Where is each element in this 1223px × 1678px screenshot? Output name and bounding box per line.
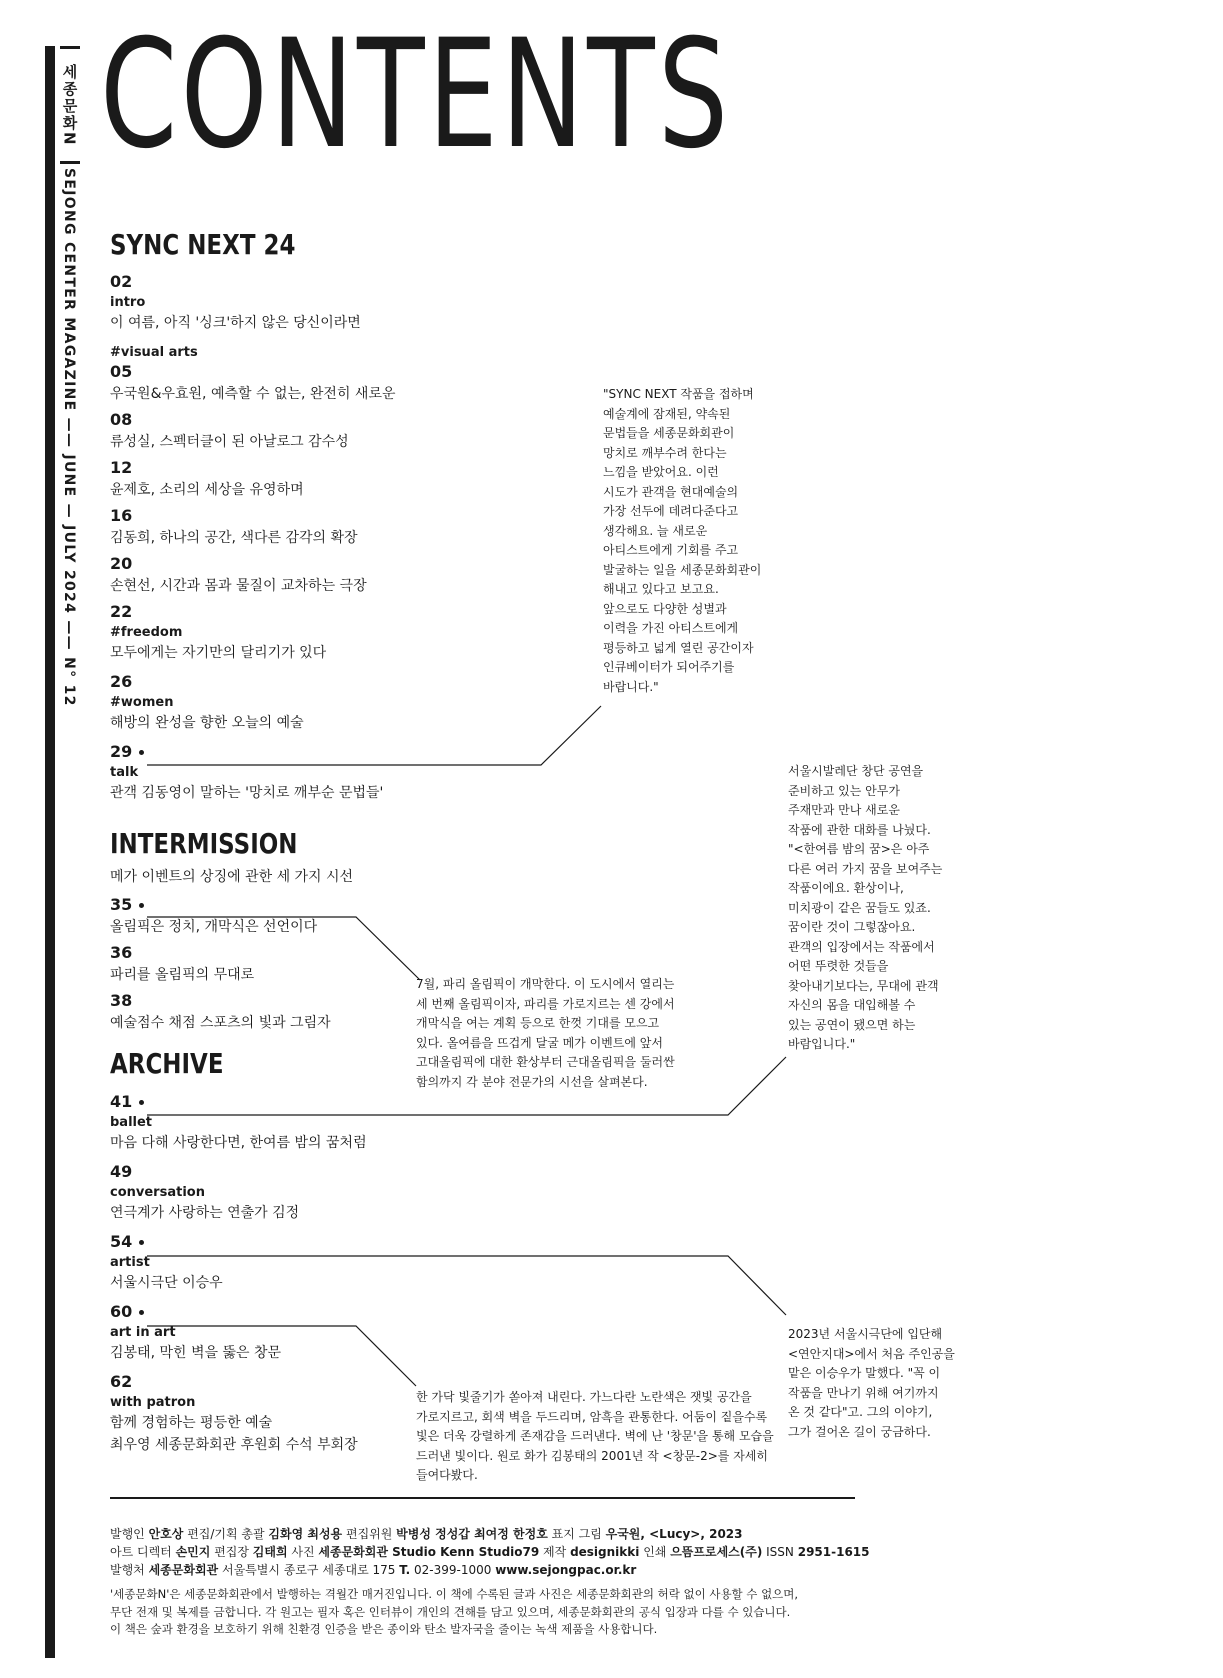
category: conversation — [110, 1185, 205, 1200]
page-number: 02 — [110, 272, 133, 291]
description: 이 여름, 아직 '싱크'하지 않은 당신이라면 — [110, 315, 361, 331]
category: intro — [110, 295, 146, 310]
page-number: 05 — [110, 362, 133, 381]
description: 김동희, 하나의 공간, 색다른 감각의 확장 — [110, 530, 358, 546]
side-vertical-text: SEJONG CENTER MAGAZINE —— JUNE — JULY 2024 —— N° 12 — [61, 168, 77, 707]
description: 김봉태, 막힌 벽을 뚫은 창문 — [110, 1345, 282, 1361]
category: #visual arts — [110, 345, 198, 360]
category: with patron — [110, 1395, 196, 1410]
footer-divider — [110, 1497, 855, 1499]
section-title-sync: SYNC NEXT 24 — [110, 228, 296, 261]
page-number: 62 — [110, 1372, 133, 1391]
description: 모두에게는 자기만의 달리기가 있다 — [110, 645, 327, 661]
page-number: 20 — [110, 554, 133, 573]
credits-line-2: 아트 디렉터 손민지 편집장 김태희 사진 세종문화회관 Studio Kenn Studio79 제작 designikki 인쇄 으뜸프로세스(주) ISSN 2951-1615 — [110, 1545, 870, 1559]
page-number: 36 — [110, 943, 133, 962]
description: 파리를 올림픽의 무대로 — [110, 967, 255, 983]
description: 류성실, 스펙터클이 된 아날로그 감수성 — [110, 434, 349, 450]
page-number: 54 — [110, 1232, 133, 1251]
section-title-intermission: INTERMISSION — [110, 827, 298, 860]
description: 마음 다해 사랑한다면, 한여름 밤의 꿈처럼 — [110, 1135, 367, 1151]
description: 연극계가 사랑하는 연출가 김정 — [110, 1205, 300, 1221]
description: 서울시극단 이승우 — [110, 1275, 223, 1291]
page-number: 29 — [110, 742, 133, 761]
pull-quote-olympics: 7월, 파리 올림픽이 개막한다. 이 도시에서 열리는 세 번째 올림픽이자, 파리를 가로지르는 센 강에서 개막식을 여는 계획 등으로 한껏 기대를 모으고 있다. 올여름을 뜨겁게 달굴 메가 이벤트에 앞서 고대올림픽에 대한 환상부터 근대올림픽을 둘러싼 함의까지 각 분야 전문가의 시선을 살펴본다. — [416, 977, 675, 1089]
credits — [110, 1525, 870, 1579]
page-number: 22 — [110, 602, 133, 621]
legal-note: '세종문화N'은 세종문화회관에서 발행하는 격월간 매거진입니다. 이 책에 수록된 글과 사진은 세종문화회관의 허락 없이 사용할 수 없으며, 무단 전재 및 복제를 금합니다. 각 원고는 필자 혹은 인터뷰이 개인의 견해를 담고 있으며, 세종문화회관의 공식 입장과 다를 수 있습니다. 이 책은 숲과 환경을 보호하기 위해 친환경 인증을 받은 종이와 탄소 발자국을 줄이는 녹색 제품을 사용합니다. — [110, 1587, 799, 1636]
category: art in art — [110, 1325, 176, 1340]
page-number: 38 — [110, 991, 133, 1010]
category: #freedom — [110, 625, 183, 640]
description: 올림픽은 정치, 개막식은 선언이다 — [110, 919, 318, 935]
credits-line-1: 발행인 안호상 편집/기획 총괄 김화영 최성용 편집위원 박병성 정성갑 최여정 한정호 표지 그림 우국원, <Lucy>, 2023 — [110, 1527, 743, 1541]
side-brand-text: 세종문화N — [60, 63, 79, 147]
description: 윤제호, 소리의 세상을 유영하며 — [110, 482, 304, 498]
category: talk — [110, 765, 139, 780]
section-title-archive: ARCHIVE — [110, 1047, 224, 1080]
description-secondary: 최우영 세종문화회관 후원회 수석 부회장 — [110, 1437, 358, 1453]
category: #women — [110, 695, 174, 710]
description: 해방의 완성을 향한 오늘의 예술 — [110, 715, 304, 731]
page-number: 12 — [110, 458, 133, 477]
pull-quote-art: 한 가닥 빛줄기가 쏟아져 내린다. 가느다란 노란색은 잿빛 공간을 가로지르고, 회색 벽을 두드리며, 암흑을 관통한다. 어둠이 짙을수록 빛은 더욱 강렬하게 존재감을 드러낸다. 벽에 난 '창문'을 통해 모습을 드러낸 빛이다. 원로 화가 김봉태의 2001년 작 <창문-2>를 자세히 들여다봤다. — [416, 1390, 774, 1482]
page-number: 60 — [110, 1302, 133, 1321]
page-title: CONTENTS — [100, 8, 732, 182]
page-number: 49 — [110, 1162, 133, 1181]
description: 함께 경험하는 평등한 예술 — [110, 1415, 273, 1431]
page-number: 16 — [110, 506, 133, 525]
section-subtitle: 메가 이벤트의 상징에 관한 세 가지 시선 — [110, 869, 354, 885]
description: 우국원&우효원, 예측할 수 없는, 완전히 새로운 — [110, 386, 396, 402]
pull-quote-talk: "SYNC NEXT 작품을 접하며 예술계에 잠재된, 약속된 문법들을 세종문화회관이 망치로 깨부수려 한다는 느낌을 받았어요. 이런 시도가 관객을 현대예술의 가장 선두에 데려다준다고 생각해요. 늘 새로운 아티스트에게 기회를 주고 발굴하는 일을 세종문화회관이 해내고 있다고 보고요. 앞으로도 다양한 성별과 이력을 가진 아티스트에게 평등하고 넓게 열린 공간이자 인큐베이터가 되어주기를 바랍니다." — [603, 387, 762, 694]
page-number: 08 — [110, 410, 133, 429]
page-number: 26 — [110, 672, 133, 691]
website-link[interactable]: www.sejongpac.or.kr — [495, 1563, 637, 1577]
category: artist — [110, 1255, 150, 1270]
page-number: 35 — [110, 895, 133, 914]
page-number: 41 — [110, 1092, 133, 1111]
description: 손현선, 시간과 몸과 물질이 교차하는 극장 — [110, 578, 367, 594]
credits-line-3: 발행처 세종문화회관 서울특별시 종로구 세종대로 175 T. 02-399-1000 www.sejongpac.or.kr — [110, 1563, 637, 1577]
description: 예술점수 채점 스포츠의 빛과 그림자 — [110, 1015, 331, 1031]
category: ballet — [110, 1115, 153, 1130]
pull-quote-artist: 2023년 서울시극단에 입단해 <연안지대>에서 처음 주인공을 맡은 이승우가 말했다. "꼭 이 작품을 만나기 위해 여기까지 온 것 같다"고. 그의 이야기, 그가 걸어온 길이 궁금하다. — [788, 1327, 955, 1439]
description: 관객 김동영이 말하는 '망치로 깨부순 문법들' — [110, 785, 384, 801]
pull-quote-ballet: 서울시발레단 창단 공연을 준비하고 있는 안무가 주재만과 만나 새로운 작품에 관한 대화를 나눴다. "<한여름 밤의 꿈>은 아주 다른 여러 가지 꿈을 보여주는 작품이에요. 환상이나, 미치광이 같은 꿈들도 있죠. 꿈이란 것이 그렇잖아요. 관객의 입장에서는 작품에서 어떤 뚜렷한 것들을 찾아내기보다는, 무대에 관객 자신의 몸을 대입해볼 수 있는 공연이 됐으면 하는 바람입니다." — [788, 764, 943, 1051]
